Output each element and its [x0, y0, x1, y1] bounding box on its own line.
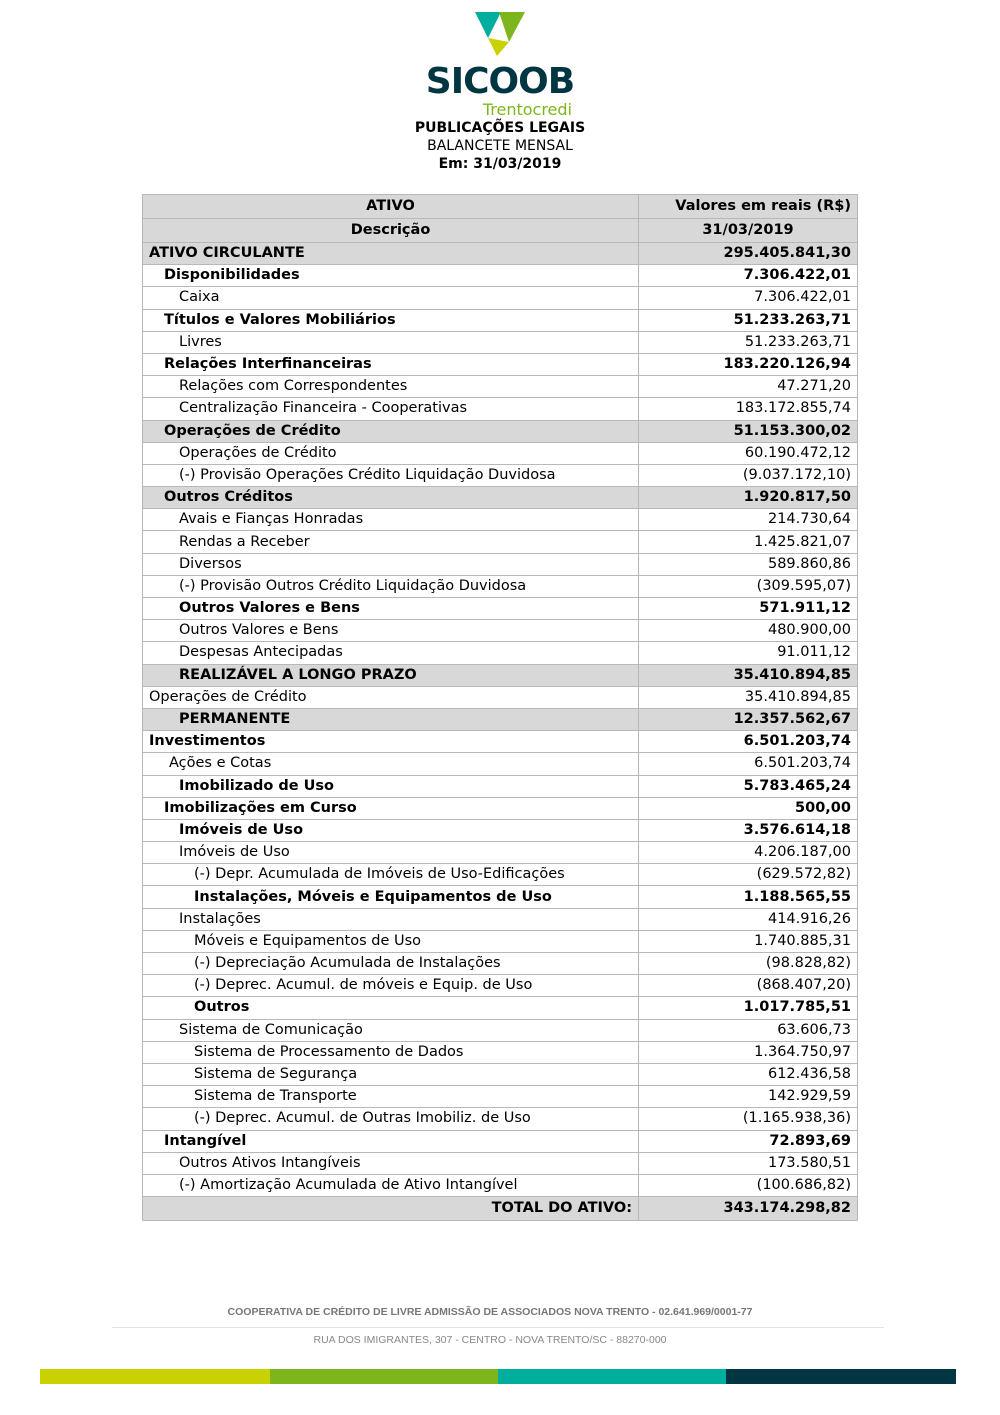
footer-stripe-teal [498, 1369, 726, 1384]
row-value: 173.580,51 [639, 1152, 858, 1174]
footer-stripe-green [270, 1369, 498, 1384]
footer-address: RUA DOS IMIGRANTES, 307 - CENTRO - NOVA TRENTO/SC - 88270-000 [313, 1334, 667, 1346]
table-row [143, 997, 858, 1019]
sicoob-logo-mark-icon [475, 12, 525, 56]
table-row [143, 1063, 858, 1085]
row-value: 51.233.263,71 [639, 331, 858, 353]
table-row [143, 243, 858, 265]
row-value: 51.233.263,71 [639, 309, 858, 331]
table-row [143, 1041, 858, 1063]
table-row [143, 265, 858, 287]
table-row [143, 1174, 858, 1196]
row-value: 60.190.472,12 [639, 442, 858, 464]
row-value: 72.893,69 [639, 1130, 858, 1152]
table-row [143, 708, 858, 730]
table-row [143, 664, 858, 686]
row-value: 63.606,73 [639, 1019, 858, 1041]
row-value: 414.916,26 [639, 908, 858, 930]
footer-stripe-yellow [40, 1369, 270, 1384]
row-description: (-) Deprec. Acumul. de Outras Imobiliz. de Uso [143, 1108, 639, 1130]
row-value: 6.501.203,74 [639, 753, 858, 775]
row-description: Outros Créditos [143, 487, 639, 509]
footer-company: COOPERATIVA DE CRÉDITO DE LIVRE ADMISSÃO DE ASSOCIADOS NOVA TRENTO - 02.641.969/0001-77 [227, 1306, 753, 1318]
row-value: 35.410.894,85 [639, 664, 858, 686]
table-row [143, 797, 858, 819]
row-description: Outros Valores e Bens [143, 620, 639, 642]
row-description: ATIVO CIRCULANTE [143, 243, 639, 265]
row-value: 7.306.422,01 [639, 265, 858, 287]
row-value: (98.828,82) [639, 953, 858, 975]
row-description: Imóveis de Uso [143, 819, 639, 841]
header-descricao: Descrição [143, 219, 639, 243]
table-row [143, 598, 858, 620]
table-row [143, 953, 858, 975]
heading-title: PUBLICAÇÕES LEGAIS [414, 120, 586, 136]
table-row [143, 842, 858, 864]
table-row [143, 1086, 858, 1108]
row-description: Investimentos [143, 731, 639, 753]
row-description: Diversos [143, 553, 639, 575]
total-value: 343.174.298,82 [639, 1197, 858, 1221]
row-value: 91.011,12 [639, 642, 858, 664]
row-value: 3.576.614,18 [639, 819, 858, 841]
row-value: 142.929,59 [639, 1086, 858, 1108]
table-row [143, 1108, 858, 1130]
heading-date: Em: 31/03/2019 [438, 156, 562, 172]
row-value: (9.037.172,10) [639, 464, 858, 486]
row-description: Despesas Antecipadas [143, 642, 639, 664]
row-value: 1.017.785,51 [639, 997, 858, 1019]
row-description: (-) Depr. Acumulada de Imóveis de Uso-Edificações [143, 864, 639, 886]
row-value: (309.595,07) [639, 575, 858, 597]
table-row [143, 553, 858, 575]
row-value: 1.740.885,31 [639, 930, 858, 952]
row-description: Relações Interfinanceiras [143, 353, 639, 375]
row-description: (-) Depreciação Acumulada de Instalações [143, 953, 639, 975]
table-row [143, 886, 858, 908]
total-label: TOTAL DO ATIVO: [143, 1197, 639, 1221]
row-value: 295.405.841,30 [639, 243, 858, 265]
row-value: (629.572,82) [639, 864, 858, 886]
header-ativo: ATIVO [143, 195, 639, 219]
row-value: 5.783.465,24 [639, 775, 858, 797]
table-row [143, 464, 858, 486]
row-description: Sistema de Transporte [143, 1086, 639, 1108]
table-row [143, 420, 858, 442]
table-row [143, 864, 858, 886]
table-row [143, 509, 858, 531]
row-value: 12.357.562,67 [639, 708, 858, 730]
row-description: Intangível [143, 1130, 639, 1152]
row-description: (-) Amortização Acumulada de Ativo Intangível [143, 1174, 639, 1196]
table-row [143, 376, 858, 398]
row-description: Operações de Crédito [143, 442, 639, 464]
table-row [143, 819, 858, 841]
footer-divider [112, 1327, 884, 1328]
sicoob-logo [420, 12, 580, 119]
table-row [143, 309, 858, 331]
row-description: Disponibilidades [143, 265, 639, 287]
row-description: REALIZÁVEL A LONGO PRAZO [143, 664, 639, 686]
table-subheader-row [143, 219, 858, 243]
row-description: Relações com Correspondentes [143, 376, 639, 398]
row-description: Sistema de Segurança [143, 1063, 639, 1085]
table-row [143, 753, 858, 775]
balance-table [142, 194, 858, 1221]
row-description: Avais e Fianças Honradas [143, 509, 639, 531]
row-description: (-) Provisão Outros Crédito Liquidação Duvidosa [143, 575, 639, 597]
table-row [143, 575, 858, 597]
row-description: Instalações, Móveis e Equipamentos de Uso [143, 886, 639, 908]
heading-subtitle: BALANCETE MENSAL [427, 138, 573, 154]
row-value: 214.730,64 [639, 509, 858, 531]
row-value: 6.501.203,74 [639, 731, 858, 753]
row-value: 47.271,20 [639, 376, 858, 398]
table-header-row [143, 195, 858, 219]
row-value: 35.410.894,85 [639, 686, 858, 708]
row-description: PERMANENTE [143, 708, 639, 730]
row-description: Sistema de Processamento de Dados [143, 1041, 639, 1063]
row-value: 480.900,00 [639, 620, 858, 642]
row-description: Instalações [143, 908, 639, 930]
row-description: Outros Ativos Intangíveis [143, 1152, 639, 1174]
table-row [143, 930, 858, 952]
row-value: 183.172.855,74 [639, 398, 858, 420]
table-row [143, 1130, 858, 1152]
table-row [143, 731, 858, 753]
table-row [143, 975, 858, 997]
total-row [143, 1197, 858, 1221]
row-description: Rendas a Receber [143, 531, 639, 553]
row-value: 1.188.565,55 [639, 886, 858, 908]
row-value: 500,00 [639, 797, 858, 819]
table-row [143, 686, 858, 708]
table-row [143, 353, 858, 375]
document-heading [0, 119, 1000, 173]
row-description: (-) Deprec. Acumul. de móveis e Equip. de Uso [143, 975, 639, 997]
row-description: Outros [143, 997, 639, 1019]
table-row [143, 908, 858, 930]
logo-brand: SICOOB [425, 61, 575, 102]
table-row [143, 442, 858, 464]
table-row [143, 642, 858, 664]
row-value: 612.436,58 [639, 1063, 858, 1085]
row-value: 51.153.300,02 [639, 420, 858, 442]
table-row [143, 1152, 858, 1174]
table-row [143, 775, 858, 797]
logo-subbrand: Trentocredi [482, 100, 572, 119]
table-row [143, 287, 858, 309]
row-description: Centralização Financeira - Cooperativas [143, 398, 639, 420]
row-value: (1.165.938,36) [639, 1108, 858, 1130]
row-value: (868.407,20) [639, 975, 858, 997]
footer-stripe-dark [726, 1369, 956, 1384]
table-row [143, 487, 858, 509]
row-description: Títulos e Valores Mobiliários [143, 309, 639, 331]
row-description: (-) Provisão Operações Crédito Liquidação Duvidosa [143, 464, 639, 486]
row-description: Móveis e Equipamentos de Uso [143, 930, 639, 952]
table-row [143, 1019, 858, 1041]
row-value: 1.920.817,50 [639, 487, 858, 509]
table-row [143, 620, 858, 642]
row-value: 589.860,86 [639, 553, 858, 575]
table-row [143, 398, 858, 420]
row-value: 4.206.187,00 [639, 842, 858, 864]
row-description: Livres [143, 331, 639, 353]
row-description: Operações de Crédito [143, 686, 639, 708]
row-value: 571.911,12 [639, 598, 858, 620]
row-description: Outros Valores e Bens [143, 598, 639, 620]
row-description: Imobilizações em Curso [143, 797, 639, 819]
header-valores: Valores em reais (R$) [639, 195, 858, 219]
table-row [143, 531, 858, 553]
row-description: Sistema de Comunicação [143, 1019, 639, 1041]
row-description: Imóveis de Uso [143, 842, 639, 864]
row-description: Caixa [143, 287, 639, 309]
row-value: 7.306.422,01 [639, 287, 858, 309]
row-description: Ações e Cotas [143, 753, 639, 775]
row-value: 183.220.126,94 [639, 353, 858, 375]
row-value: 1.425.821,07 [639, 531, 858, 553]
row-value: 1.364.750,97 [639, 1041, 858, 1063]
row-description: Imobilizado de Uso [143, 775, 639, 797]
row-description: Operações de Crédito [143, 420, 639, 442]
header-date: 31/03/2019 [639, 219, 858, 243]
table-row [143, 331, 858, 353]
row-value: (100.686,82) [639, 1174, 858, 1196]
